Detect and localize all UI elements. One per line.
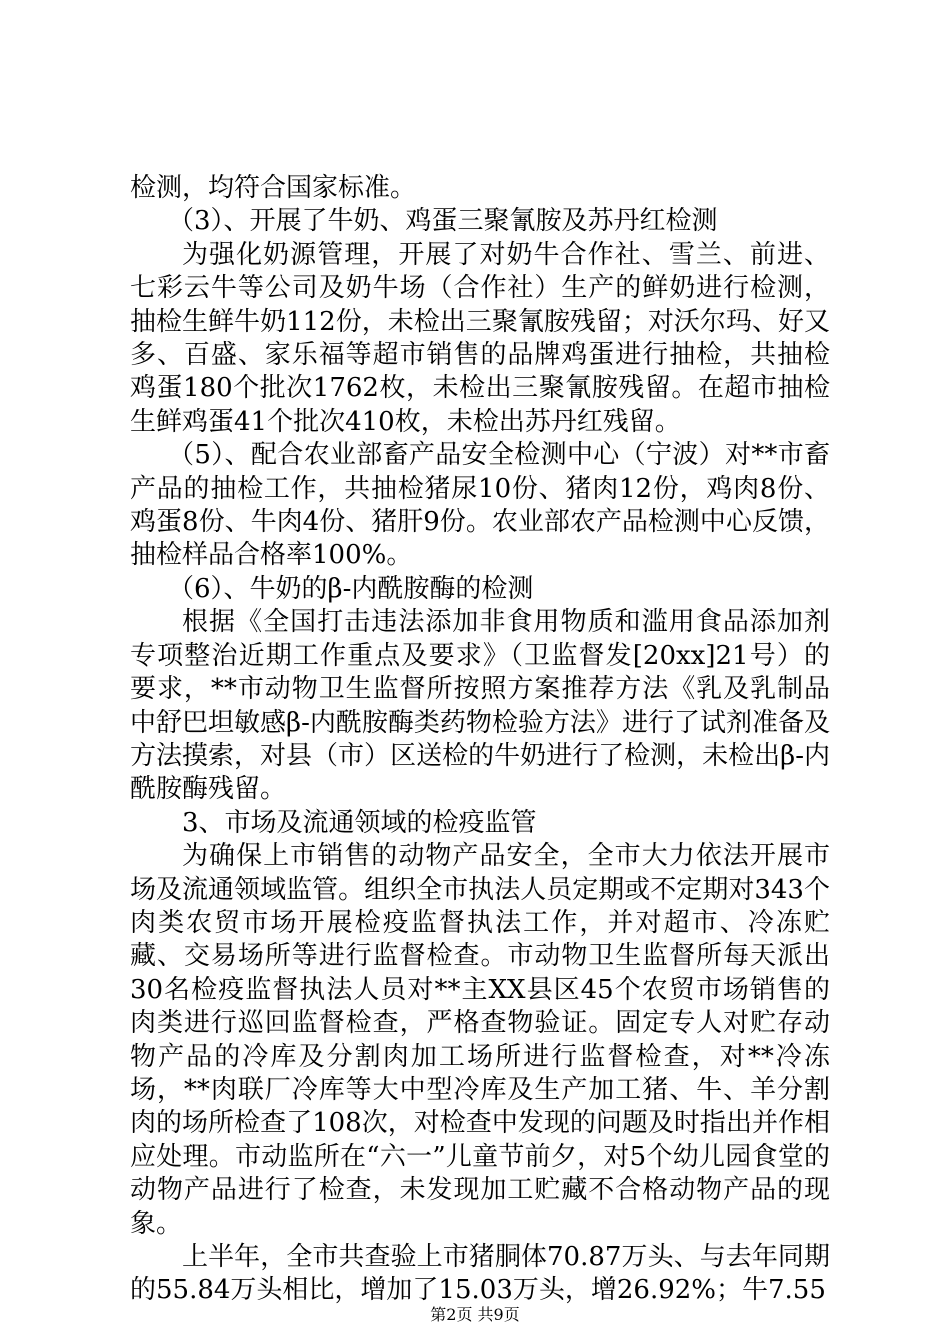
document-body <box>130 172 830 1308</box>
paragraph-continuation: 检测，均符合国家标准。 <box>130 173 417 203</box>
paragraph-ministry-sampling: （5）、配合农业部畜产品安全检测中心（宁波）对**市畜产品的抽检工作，共抽检猪尿10份、猪肉12份，鸡肉8份、鸡蛋8份、牛肉4份、猪肝9份。农业部农产品检测中心反馈，抽检样品合格率100%。 <box>130 440 830 571</box>
subheading-beta-lactamase-test: （6）、牛奶的β-内酰胺酶的检测 <box>168 573 534 604</box>
subheading-melamine-sudan-test: （3）、开展了牛奶、鸡蛋三聚氰胺及苏丹红检测 <box>168 206 718 237</box>
paragraph-first-half-statistics: 上半年，全市共查验上市猪胴体70.87万头、与去年同期的55.84万头相比，增加了15.03万头，增26.92%；牛7.55 <box>130 1242 830 1306</box>
page-number-footer: 第2页 共9页 <box>430 1305 520 1324</box>
paragraph-market-supervision: 为确保上市销售的动物产品安全，全市大力依法开展市场及流通领域监管。组织全市执法人员定期或不定期对343个肉类农贸市场开展检疫监督执法工作，并对超市、冷冻贮藏、交易场所等进行监督检查。市动物卫生监督所每天派出30名检疫监督执法人员对**主XX县区45个农贸市场销售的肉类进行巡回监督检查，严格查物验证。固定专人对贮存动物产品的冷库及分割肉加工场所进行监督检查，对**冷冻场，**肉联厂冷库等大中型冷库及生产加工猪、牛、羊分割肉的场所检查了108次，对检查中发现的问题及时指出并作相应处理。市动监所在“六一”儿童节前夕，对5个幼儿园食堂的动物产品进行了检查，未发现加工贮藏不合格动物产品的现象。 <box>130 841 830 1239</box>
section-heading-market-supervision: 3、市场及流通领域的检疫监管 <box>182 807 537 838</box>
paragraph-beta-lactamase: 根据《全国打击违法添加非食用物质和滥用食品添加剂专项整治近期工作重点及要求》（卫监督发[20xx]21号）的要求，**市动物卫生监督所按照方案推荐方法《乳及乳制品中舒巴坦敏感β-内酰胺酶类药物检验方法》进行了试剂准备及方法摸索，对县（市）区送检的牛奶进行了检测，未检出β-内酰胺酶残留。 <box>130 607 830 805</box>
paragraph-milk-egg-testing: 为强化奶源管理，开展了对奶牛合作社、雪兰、前进、七彩云牛等公司及奶牛场（合作社）生产的鲜奶进行检测，抽检生鲜牛奶112份，未检出三聚氰胺残留；对沃尔玛、好又多、百盛、家乐福等超市销售的品牌鸡蛋进行抽检，共抽检鸡蛋180个批次1762枚，未检出三聚氰胺残留。在超市抽检生鲜鸡蛋41个批次410枚，未检出苏丹红残留。 <box>130 239 830 437</box>
